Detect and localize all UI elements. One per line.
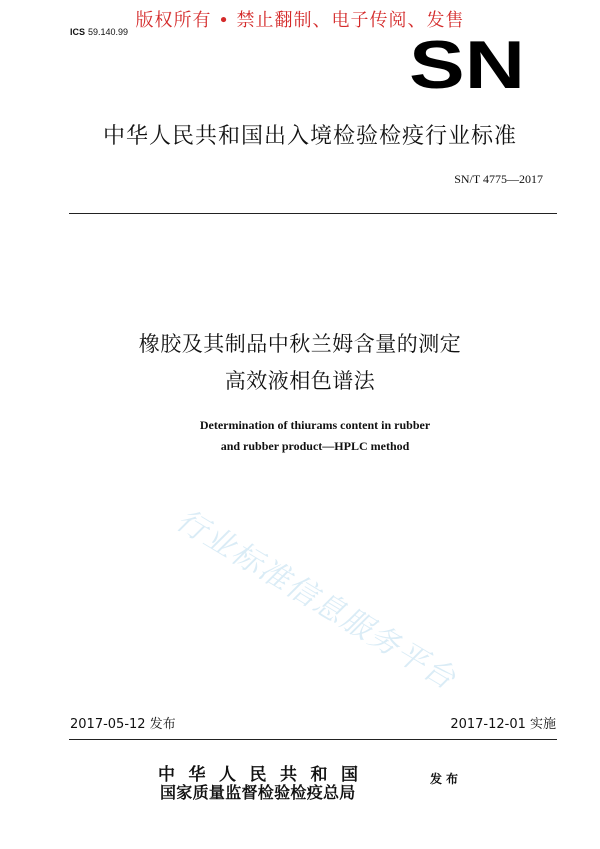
issuer-line2: 国家质量监督检验检疫总局 (160, 783, 356, 802)
ics-classification (70, 27, 128, 37)
ics-code: 59.140.99 (88, 27, 129, 37)
sn-logo (408, 36, 526, 92)
footer-divider (69, 739, 557, 740)
watermark-text: 行业标准信息服务平台 (170, 502, 463, 698)
header-divider (69, 213, 557, 214)
sn-logo-text: SN (409, 36, 525, 92)
copyright-banner: 版权所有 • 禁止翻制、电子传阅、发售 (135, 10, 465, 31)
implementation-date: 2017-12-01 实施 (450, 717, 556, 732)
title-en-line2: and rubber product—HPLC method (220, 439, 410, 453)
title-cn-line2: 高效液相色谱法 (224, 369, 376, 393)
title-en-line1: Determination of thiurams content in rubber (199, 418, 431, 432)
issue-date: 2017-05-12 发布 (70, 717, 176, 732)
issuer-line1: 中华人民共和国 (158, 765, 372, 785)
publish-label: 发布 (430, 772, 463, 786)
industry-standard-title: 中华人民共和国出入境检验检疫行业标准 (102, 124, 517, 149)
standard-number: SN/T 4775—2017 (454, 172, 543, 186)
title-cn-line1: 橡胶及其制品中秋兰姆含量的测定 (138, 332, 462, 356)
ics-label: ICS (70, 27, 86, 37)
